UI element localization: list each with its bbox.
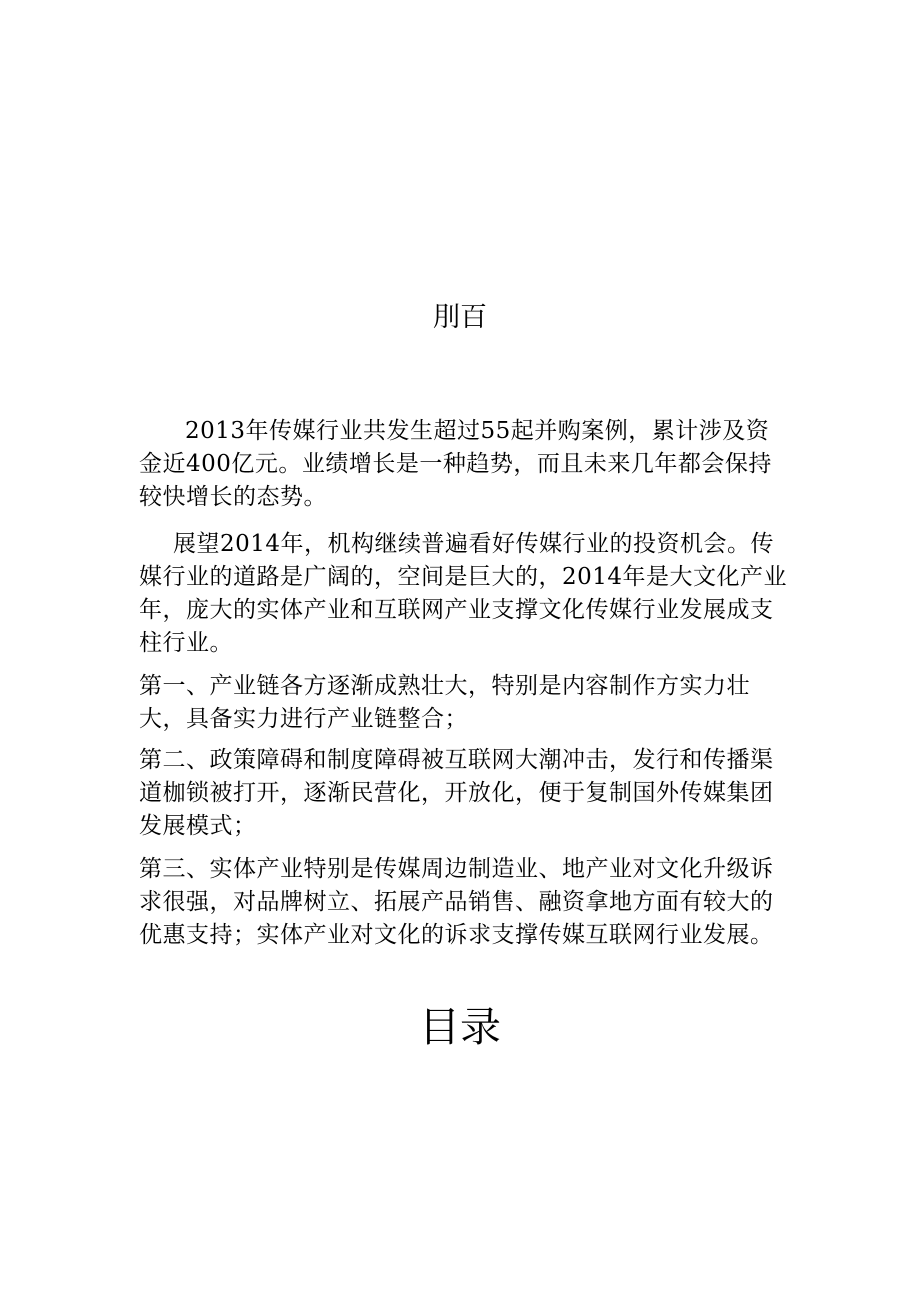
toc-heading: 目录: [419, 1003, 501, 1051]
paragraph-point-three: 第三、实体产业特别是传媒周边制造业、地产业对文化升级诉求很强，对品牌树立、拓展产品销售、融资拿地方面有较大的优惠支持；实体产业对文化的诉求支撑传媒互联网行业发展。: [139, 856, 774, 948]
paragraph-outlook: 展望2014年，机构继续普遍看好传媒行业的投资机会。传媒行业的道路是广阔的，空间是巨大的，2014年是大文化产业年，庞大的实体产业和互联网产业支撑文化传媒行业发展成支柱行业。: [139, 531, 788, 656]
paragraph-point-one: 第一、产业链各方逐渐成熟壮大，特别是内容制作方实力壮大，具备实力进行产业链整合；: [139, 673, 750, 732]
preface-heading: 刖百: [433, 302, 487, 333]
paragraph-mergers: 2013年传媒行业共发生超过55起并购案例，累计涉及资金近400亿元。业绩增长是一种趋势，而且未来几年都会保持较快增长的态势。: [139, 418, 772, 510]
paragraph-point-two: 第二、政策障碍和制度障碍被互联网大潮冲击，发行和传播渠道枷锁被打开，逐渐民营化，开放化，便于复制国外传媒集团发展模式；: [139, 747, 774, 839]
